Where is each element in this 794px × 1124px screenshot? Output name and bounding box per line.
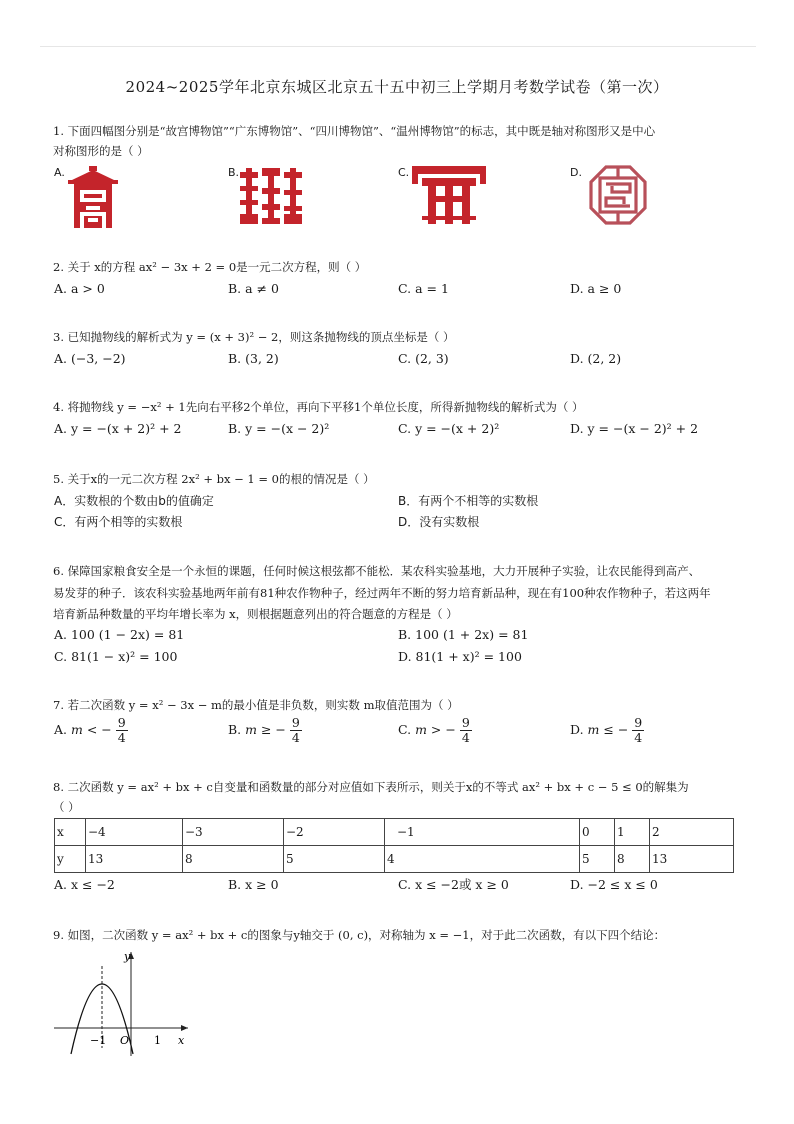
q2-option-c: C. a = 1: [398, 281, 449, 296]
q4-option-b: B. y = −(x − 2)²: [228, 421, 330, 436]
q6-option-b: B. 100 (1 + 2x) = 81: [398, 627, 529, 642]
q4-stem: 4. 将抛物线 y = −x² + 1先向右平移2个单位，再向下平移1个单位长度，所得新抛物线的解析式为（ ）: [53, 400, 584, 414]
q1-option-c-label: C.: [398, 166, 410, 179]
q8-stem-line2: （ ）: [53, 800, 80, 814]
q6-option-a: A. 100 (1 − 2x) = 81: [54, 627, 185, 642]
table-cell: 0: [580, 819, 615, 846]
table-cell: x: [55, 819, 86, 846]
q7-option-d-lhs: m ≤ −: [587, 722, 629, 737]
q8-option-d: D. −2 ≤ x ≤ 0: [570, 877, 658, 892]
q3-option-b: B. (3, 2): [228, 351, 279, 366]
q6-stem-line1: 6. 保障国家粮食安全是一个永恒的课题，任何时候这根弦都不能松．某农科实验基地，大力开展种子实验，让农民能得到高产、: [53, 564, 701, 578]
q7-stem: 7. 若二次函数 y = x² − 3x − m的最小值是非负数，则实数 m取值范围为（ ）: [53, 698, 459, 712]
q8-option-b: B. x ≥ 0: [228, 877, 279, 892]
q7-option-a-lhs: m < −: [71, 722, 112, 737]
neg-one-tick-label: −1: [90, 1034, 107, 1047]
q7-option-b-denominator: 4: [291, 730, 300, 745]
q1-option-d-label: D.: [570, 166, 582, 179]
q5-stem: 5. 关于x的一元二次方程 2x² + bx − 1 = 0的根的情况是（ ）: [53, 472, 375, 486]
q3-stem: 3. 已知抛物线的解析式为 y = (x + 3)² − 2，则这条抛物线的顶点坐标是（ ）: [53, 330, 455, 344]
table-cell: 5: [284, 846, 385, 873]
q7-option-b-lhs: m ≥ −: [245, 722, 286, 737]
table-cell: −3: [183, 819, 284, 846]
table-cell: 2: [650, 819, 734, 846]
guangdong-museum-logo: [240, 168, 302, 224]
q9-parabola-graph: [54, 948, 194, 1058]
q8-option-c: C. x ≤ −2或 x ≥ 0: [398, 877, 509, 892]
q6-option-c: C. 81(1 − x)² = 100: [54, 649, 178, 664]
q8-value-table: [54, 818, 734, 873]
top-divider: [40, 46, 756, 47]
one-tick-label: 1: [154, 1034, 161, 1047]
q7-option-b-numerator: 9: [291, 715, 300, 730]
q5-option-c: C．有两个相等的实数根: [54, 515, 183, 529]
table-cell: 13: [650, 846, 734, 873]
q1-stem-line2: 对称图形的是（ ）: [53, 144, 149, 158]
q7-option-a-label: A.: [54, 722, 68, 737]
palace-museum-logo: [66, 166, 120, 228]
q7-option-d: [570, 716, 644, 745]
table-cell: 13: [86, 846, 183, 873]
y-axis-label: y: [124, 950, 131, 963]
q7-option-b: [228, 716, 302, 745]
table-cell: 5: [580, 846, 615, 873]
q4-option-a: A. y = −(x + 2)² + 2: [54, 421, 182, 436]
q2-option-b: B. a ≠ 0: [228, 281, 279, 296]
q9-stem: 9. 如图，二次函数 y = ax² + bx + c的图象与y轴交于 (0, c)，对称轴为 x = −1，对于此二次函数，有以下四个结论：: [53, 928, 666, 942]
q6-option-d: D. 81(1 + x)² = 100: [398, 649, 522, 664]
q7-option-c-denominator: 4: [461, 730, 470, 745]
q5-option-a: A．实数根的个数由b的值确定: [54, 494, 214, 508]
q6-stem-line3: 培育新品种数量的平均年增长率为 x，则根据题意列出的符合题意的方程是（ ）: [53, 607, 458, 621]
q7-option-a-denominator: 4: [117, 730, 126, 745]
q7-option-b-label: B.: [228, 722, 242, 737]
q5-option-b: B．有两个不相等的实数根: [398, 494, 539, 508]
table-row-x: [55, 819, 734, 846]
wenzhou-museum-logo: [588, 164, 648, 226]
q1-option-b-label: B.: [228, 166, 240, 179]
table-cell: −1: [385, 819, 580, 846]
q7-option-c: [398, 716, 472, 745]
table-cell: 1: [615, 819, 650, 846]
x-axis-label: x: [178, 1034, 185, 1047]
q4-option-d: D. y = −(x − 2)² + 2: [570, 421, 699, 436]
q2-option-a: A. a > 0: [54, 281, 105, 296]
q3-option-c: C. (2, 3): [398, 351, 449, 366]
q7-option-c-numerator: 9: [461, 715, 470, 730]
origin-label: O: [120, 1034, 130, 1047]
q4-option-c: C. y = −(x + 2)²: [398, 421, 500, 436]
q1-stem-line1: 1. 下面四幅图分别是“故宫博物馆”“广东博物馆”、“四川博物馆”、“温州博物馆”的标志，其中既是轴对称图形又是中心: [53, 124, 656, 138]
q7-option-a-numerator: 9: [117, 715, 126, 730]
table-cell: y: [55, 846, 86, 873]
q5-option-d: D．没有实数根: [398, 515, 480, 529]
q7-option-d-label: D.: [570, 722, 584, 737]
q7-option-c-label: C.: [398, 722, 412, 737]
table-cell: 8: [615, 846, 650, 873]
q3-option-a: A. (−3, −2): [54, 351, 126, 366]
q2-option-d: D. a ≥ 0: [570, 281, 622, 296]
q3-option-d: D. (2, 2): [570, 351, 622, 366]
table-cell: −2: [284, 819, 385, 846]
table-cell: 4: [385, 846, 580, 873]
q8-stem-line1: 8. 二次函数 y = ax² + bx + c自变量和函数量的部分对应值如下表所示，则关于x的不等式 ax² + bx + c − 5 ≤ 0的解集为: [53, 780, 689, 794]
page-title: 2024~2025学年北京东城区北京五十五中初三上学期月考数学试卷（第一次）: [125, 78, 669, 96]
q7-option-d-numerator: 9: [634, 715, 643, 730]
table-row-y: [55, 846, 734, 873]
sichuan-museum-logo: [412, 166, 486, 224]
q7-option-a: [54, 716, 128, 745]
q7-option-d-denominator: 4: [634, 730, 643, 745]
q2-stem: 2. 关于 x的方程 ax² − 3x + 2 = 0是一元二次方程，则（ ）: [53, 260, 367, 274]
q8-option-a: A. x ≤ −2: [54, 877, 115, 892]
q7-option-c-lhs: m > −: [415, 722, 456, 737]
q6-stem-line2: 易发芽的种子．该农科实验基地两年前有81种农作物种子，经过两年不断的努力培育新品种，现在有100种农作物种子，若这两年: [53, 586, 711, 600]
table-cell: 8: [183, 846, 284, 873]
table-cell: −4: [86, 819, 183, 846]
q1-option-a-label: A.: [54, 166, 65, 179]
